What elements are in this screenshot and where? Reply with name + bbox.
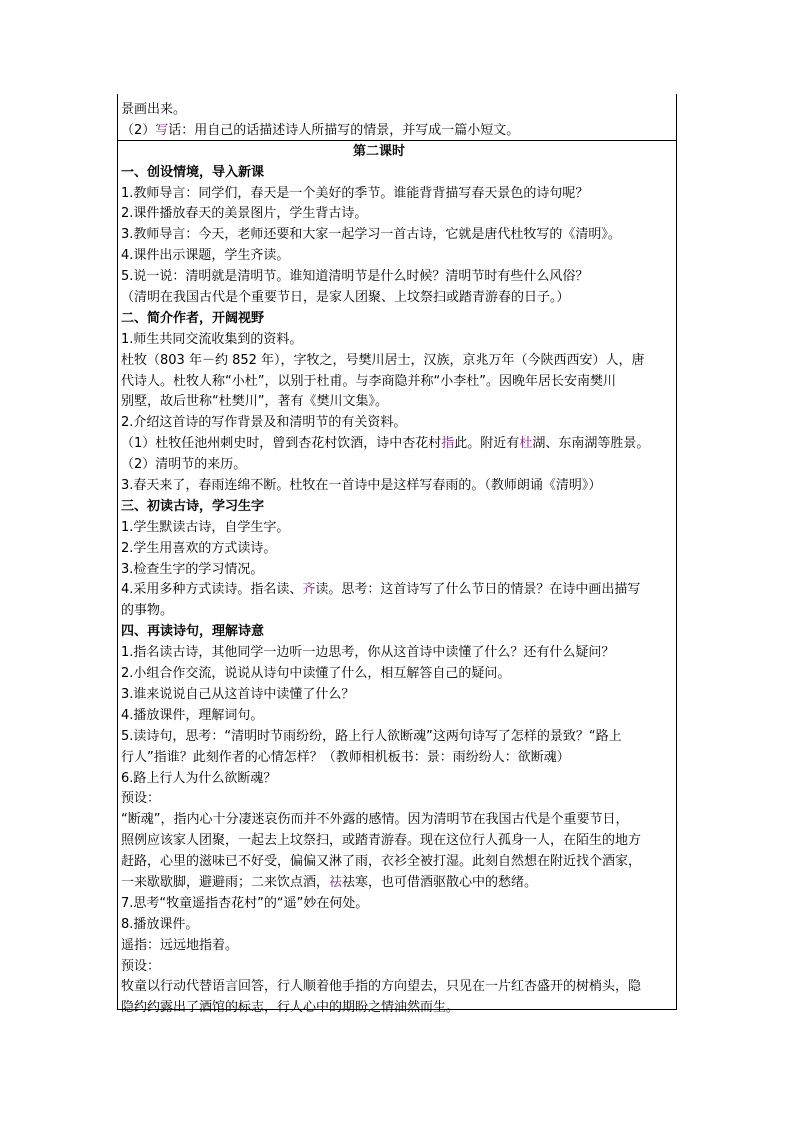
text-line [121, 246, 677, 267]
text-line [121, 225, 677, 246]
text-segment: 6.路上行人为什么欲断魂？ [121, 770, 277, 786]
text-segment: 3.检查生字的学习情况。 [121, 561, 264, 577]
text-segment: 3.春天来了，春雨连绵不断。杜牧在一首诗中是这样写春雨的。（教师朗诵《清明》） [121, 478, 602, 494]
text-segment: 三、初读古诗，学习生字 [121, 498, 265, 514]
text-line [121, 831, 677, 852]
text-segment: 话：用自己的话描述诗人所描写的情景，并写成一篇小短文。 [168, 122, 520, 138]
text-segment: 1.师生共同交流收集到的资料。 [121, 331, 303, 347]
text-line [121, 789, 677, 810]
text-segment: 5.说一说：清明就是清明节。谁知道清明节是什么时候？清明节时有些什么风俗？ [121, 269, 589, 285]
text-line [121, 580, 677, 601]
highlighted-char: 写 [155, 122, 169, 138]
text-line [121, 894, 677, 915]
text-segment: 牧童以行动代替语言回答，行人顺着他手指的方向望去，只见在一片红杏盛开的树梢头，隐 [121, 979, 642, 995]
text-line [121, 915, 677, 936]
text-line [121, 852, 677, 873]
text-segment: 3.教师导言：今天，老师还要和大家一起学习一首古诗，它就是唐代杜牧写的《清明》。 [121, 227, 621, 243]
text-segment: 杜牧（803 年－约 852 年），字牧之，号樊川居士，汉族，京兆万年（今陕西西安）人，唐 [121, 352, 645, 368]
text-line [121, 748, 677, 769]
text-segment: 湖、东南湖等胜景。 [532, 436, 650, 452]
text-segment: 祛寒，也可借酒驱散心中的愁绪。 [342, 874, 538, 890]
text-segment: 一、创设情境，导入新课 [121, 164, 265, 180]
text-segment: 2.课件播放春天的美景图片，学生背古诗。 [121, 206, 368, 222]
text-line [121, 330, 677, 351]
text-segment: （1）杜牧任池州刺史时，曾到杏花村饮酒，诗中杏花村 [121, 436, 442, 452]
text-line [121, 957, 677, 978]
text-segment: 1.指名读古诗，其他同学一边听一边思考，你从这首诗中读懂了什么？还有什么疑问？ [121, 645, 615, 661]
text-line [121, 100, 677, 121]
highlighted-char: 祛 [329, 874, 343, 890]
text-segment: 照例应该家人团聚，一起去上坟祭扫，或踏青游春。现在这位行人孤身一人，在陌生的地方 [121, 833, 642, 849]
text-segment: 隐约约露出了酒馆的标志，行人心中的期盼之情油然而生。 [121, 1000, 460, 1016]
text-segment: 4.采用多种方式读诗。指名读、 [121, 582, 303, 598]
text-segment: 2.小组合作交流，说说从诗句中读懂了什么，相互解答自己的疑问。 [121, 666, 511, 682]
text-line [121, 664, 677, 685]
text-segment: “断魂”，指内心十分凄迷哀伤而并不外露的感情。因为清明节在我国古代是个重要节日， [121, 812, 629, 828]
text-line [121, 810, 677, 831]
text-line [121, 998, 677, 1019]
text-line [121, 601, 677, 622]
highlighted-char: 指 [441, 436, 455, 452]
text-segment: 4.课件出示课题，学生齐读。 [121, 248, 290, 264]
text-segment: 二、简介作者，开阔视野 [121, 310, 265, 326]
text-line [121, 727, 677, 748]
text-segment: 7.思考“牧童遥指杏花村”的“遥”妙在何处。 [121, 895, 369, 911]
text-line [121, 392, 677, 413]
highlighted-char: 齐 [302, 582, 316, 598]
text-line [121, 518, 677, 539]
text-line [121, 977, 677, 998]
text-segment: 1.学生默读古诗，自学生字。 [121, 519, 290, 535]
text-segment: 第二课时 [352, 143, 405, 159]
text-segment: 预设： [121, 791, 161, 807]
text-line [121, 413, 677, 434]
text-line [121, 706, 677, 727]
text-segment: 遥指：远远地指着。 [121, 937, 239, 953]
text-line [121, 288, 677, 309]
text-line [121, 351, 677, 372]
text-segment: 4.播放课件，理解词句。 [121, 707, 264, 723]
text-segment: （清明在我国古代是个重要节日，是家人团聚、上坟祭扫或踏青游春的日子。） [121, 290, 570, 306]
text-segment: 预设： [121, 958, 161, 974]
text-segment: （2）清明节的来历。 [121, 457, 247, 473]
section-heading [121, 309, 677, 330]
text-segment: 别墅，故后世称“杜樊川”，著有《樊川文集》。 [121, 394, 388, 410]
text-segment: 5.读诗句，思考：“清明时节雨纷纷，路上行人欲断魂”这两句诗写了怎样的景致？“路上 [121, 728, 622, 744]
text-line [121, 455, 677, 476]
section-heading [121, 142, 677, 163]
text-segment: 2.介绍这首诗的写作背景及和清明节的有关资料。 [121, 415, 407, 431]
text-segment: 1.教师导言：同学们，春天是一个美好的季节。谁能背背描写春天景色的诗句呢？ [121, 185, 589, 201]
text-line [121, 121, 677, 142]
text-segment: 四、再读诗句，理解诗意 [121, 624, 265, 640]
text-line [121, 769, 677, 790]
text-segment: 景画出来。 [121, 102, 187, 117]
text-line [121, 204, 677, 225]
text-line [121, 539, 677, 560]
text-segment: 行人”指谁？此刻作者的心情怎样？（教师相机板书：景：雨纷纷人：欲断魂） [121, 749, 570, 765]
text-segment: 2.学生用喜欢的方式读诗。 [121, 540, 277, 556]
text-line [121, 372, 677, 393]
text-line [121, 267, 677, 288]
text-line [121, 476, 677, 497]
text-line [121, 643, 677, 664]
text-segment: （2） [121, 122, 156, 138]
highlighted-char: 杜 [519, 436, 533, 452]
text-segment: 赶路，心里的滋味已不好受，偏偏又淋了雨，衣衫全被打湿。此刻自然想在附近找个酒家， [121, 854, 642, 870]
text-line [121, 560, 677, 581]
text-line [121, 184, 677, 205]
text-segment: 8.播放课件。 [121, 916, 199, 932]
text-segment: 读。思考：这首诗写了什么节日的情景？在诗中画出描写 [315, 582, 641, 598]
section-heading [121, 497, 677, 518]
text-line [121, 873, 677, 894]
text-line [121, 936, 677, 957]
lesson-plan-text [121, 100, 677, 1019]
text-segment: 3.谁来说说自己从这首诗中读懂了什么？ [121, 686, 355, 702]
text-line [121, 685, 677, 706]
section-heading [121, 163, 677, 184]
text-segment: 的事物。 [121, 603, 174, 619]
section-heading [121, 622, 677, 643]
text-segment: 一来歇歇脚，避避雨；二来饮点酒， [121, 874, 330, 890]
text-segment: 代诗人。杜牧人称“小杜”，以别于杜甫。与李商隐并称“小李杜”。因晚年居长安南樊川 [121, 373, 616, 389]
text-segment: 此。附近有 [454, 436, 520, 452]
text-line [121, 434, 677, 455]
